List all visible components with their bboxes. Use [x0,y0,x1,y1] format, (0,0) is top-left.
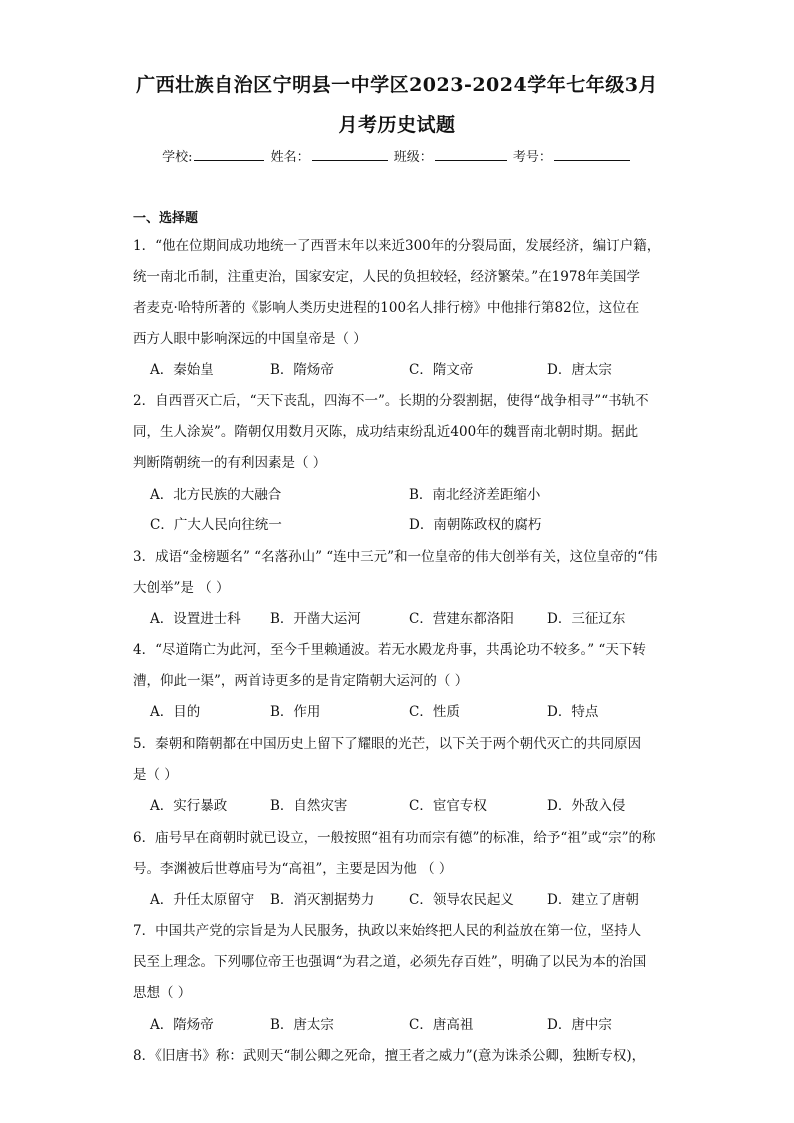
question-4-option-a[interactable]: A．目的 [150,704,201,720]
number-label: 考号： [512,150,552,165]
question-8-line-1: 8．《旧唐书》称：武则天“制公卿之死命，擅王者之威力”(意为诛杀公卿，独断专权)， [133,1048,646,1064]
question-6-option-b[interactable]: B．消灭割据势力 [270,892,375,908]
question-2-option-b[interactable]: B．南北经济差距缩小 [409,487,541,503]
question-3-line-1: 3．成语“金榜题名” “名落孙山” “连中三元”和一位皇帝的伟大创举有关，这位皇帝的“伟 [133,549,658,565]
question-7-option-a[interactable]: A．隋炀帝 [150,1017,214,1033]
student-info-row [0,146,794,165]
name-blank[interactable] [312,148,388,161]
question-3-option-c[interactable]: C．营建东都洛阳 [409,611,514,627]
question-6-line-1: 6．庙号早在商朝时就已设立，一般按照“祖有功而宗有德”的标准，给予“祖”或“宗”的称 [133,830,656,846]
question-7-option-d[interactable]: D．唐中宗 [547,1017,612,1033]
question-5-option-c[interactable]: C．宦官专权 [409,798,487,814]
question-6-option-a[interactable]: A．升任太原留守 [150,892,255,908]
question-1-line-1: 1．“他在位期间成功地统一了西晋末年以来近300年的分裂局面，发展经济，编订户籍， [133,238,661,254]
question-5-option-a[interactable]: A．实行暴政 [150,798,228,814]
question-5-line-1: 5．秦朝和隋朝都在中国历史上留下了耀眼的光芒，以下关于两个朝代灭亡的共同原因 [133,736,642,752]
question-5-option-b[interactable]: B．自然灾害 [270,798,348,814]
exam-title-line1: 广西壮族自治区宁明县一中学区2023-2024学年七年级3月 [136,74,658,96]
question-2-option-a[interactable]: A．北方民族的大融合 [150,487,282,503]
question-6-option-c[interactable]: C．领导农民起义 [409,892,514,908]
question-2-option-d[interactable]: D．南朝陈政权的腐朽 [409,517,542,533]
question-4-option-c[interactable]: C．性质 [409,704,460,720]
question-4-option-d[interactable]: D．特点 [547,704,599,720]
exam-title-line2: 月考历史试题 [338,114,456,136]
question-7-line-3: 思想（ ） [133,985,192,1001]
question-4-line-1: 4．“尽道隋亡为此河，至今千里赖通波。若无水殿龙舟事，共禹论功不较多。” “天下转 [133,642,646,658]
question-3-option-a[interactable]: A．设置进士科 [150,611,241,627]
name-label: 姓名： [270,150,310,165]
question-1-option-a[interactable]: A．秦始皇 [150,362,214,378]
question-2-line-3: 判断隋朝统一的有利因素是（ ） [133,455,327,471]
question-1-line-4: 西方人眼中影响深远的中国皇帝是（ ） [133,331,367,347]
question-2-line-2: 同，生人涂炭”。隋朝仅用数月灭陈，成功结束纷乱近400年的魏晋南北朝时期。据此 [133,424,639,440]
question-3-option-b[interactable]: B．开凿大运河 [270,611,361,627]
school-label: 学校: [162,150,193,165]
question-4-option-b[interactable]: B．作用 [270,704,321,720]
question-6-line-2: 号。李渊被后世尊庙号为“高祖”，主要是因为他 （ ） [133,861,453,877]
class-label: 班级： [393,150,433,165]
question-1-option-c[interactable]: C．隋文帝 [409,362,474,378]
question-4-line-2: 漕，仰此一渠”，两首诗更多的是肯定隋朝大运河的（ ） [133,673,469,689]
question-2-option-c[interactable]: C．广大人民向往统一 [150,517,282,533]
question-1-line-2: 统一南北币制，注重吏治，国家安定，人民的负担较轻，经济繁荣。”在1978年美国学 [133,269,641,285]
class-blank[interactable] [435,148,507,161]
school-blank[interactable] [194,148,264,161]
question-7-line-1: 7．中国共产党的宗旨是为人民服务，执政以来始终把人民的利益放在第一位，坚持人 [133,923,642,939]
question-7-option-c[interactable]: C．唐高祖 [409,1017,474,1033]
question-1-line-3: 者麦克·哈特所著的《影响人类历史进程的100名人排行榜》中他排行第82位，这位在 [133,300,640,316]
number-blank[interactable] [554,148,630,161]
question-1-option-d[interactable]: D．唐太宗 [547,362,612,378]
question-2-line-1: 2．自西晋灭亡后，“天下丧乱，四海不一”。长期的分裂割据，使得“战争相寻”“书轨不 [133,393,649,409]
section-heading: 一、选择题 [133,211,199,226]
question-5-option-d[interactable]: D．外敌入侵 [547,798,626,814]
question-7-line-2: 民至上理念。下列哪位帝王也强调“为君之道，必须先存百姓”，明确了以民为本的治国 [133,954,647,970]
question-5-line-2: 是（ ） [133,767,178,783]
question-1-option-b[interactable]: B．隋炀帝 [270,362,334,378]
question-3-line-2: 大创举”是 （ ） [133,580,230,596]
question-6-option-d[interactable]: D．建立了唐朝 [547,892,639,908]
question-3-option-d[interactable]: D．三征辽东 [547,611,626,627]
question-7-option-b[interactable]: B．唐太宗 [270,1017,334,1033]
